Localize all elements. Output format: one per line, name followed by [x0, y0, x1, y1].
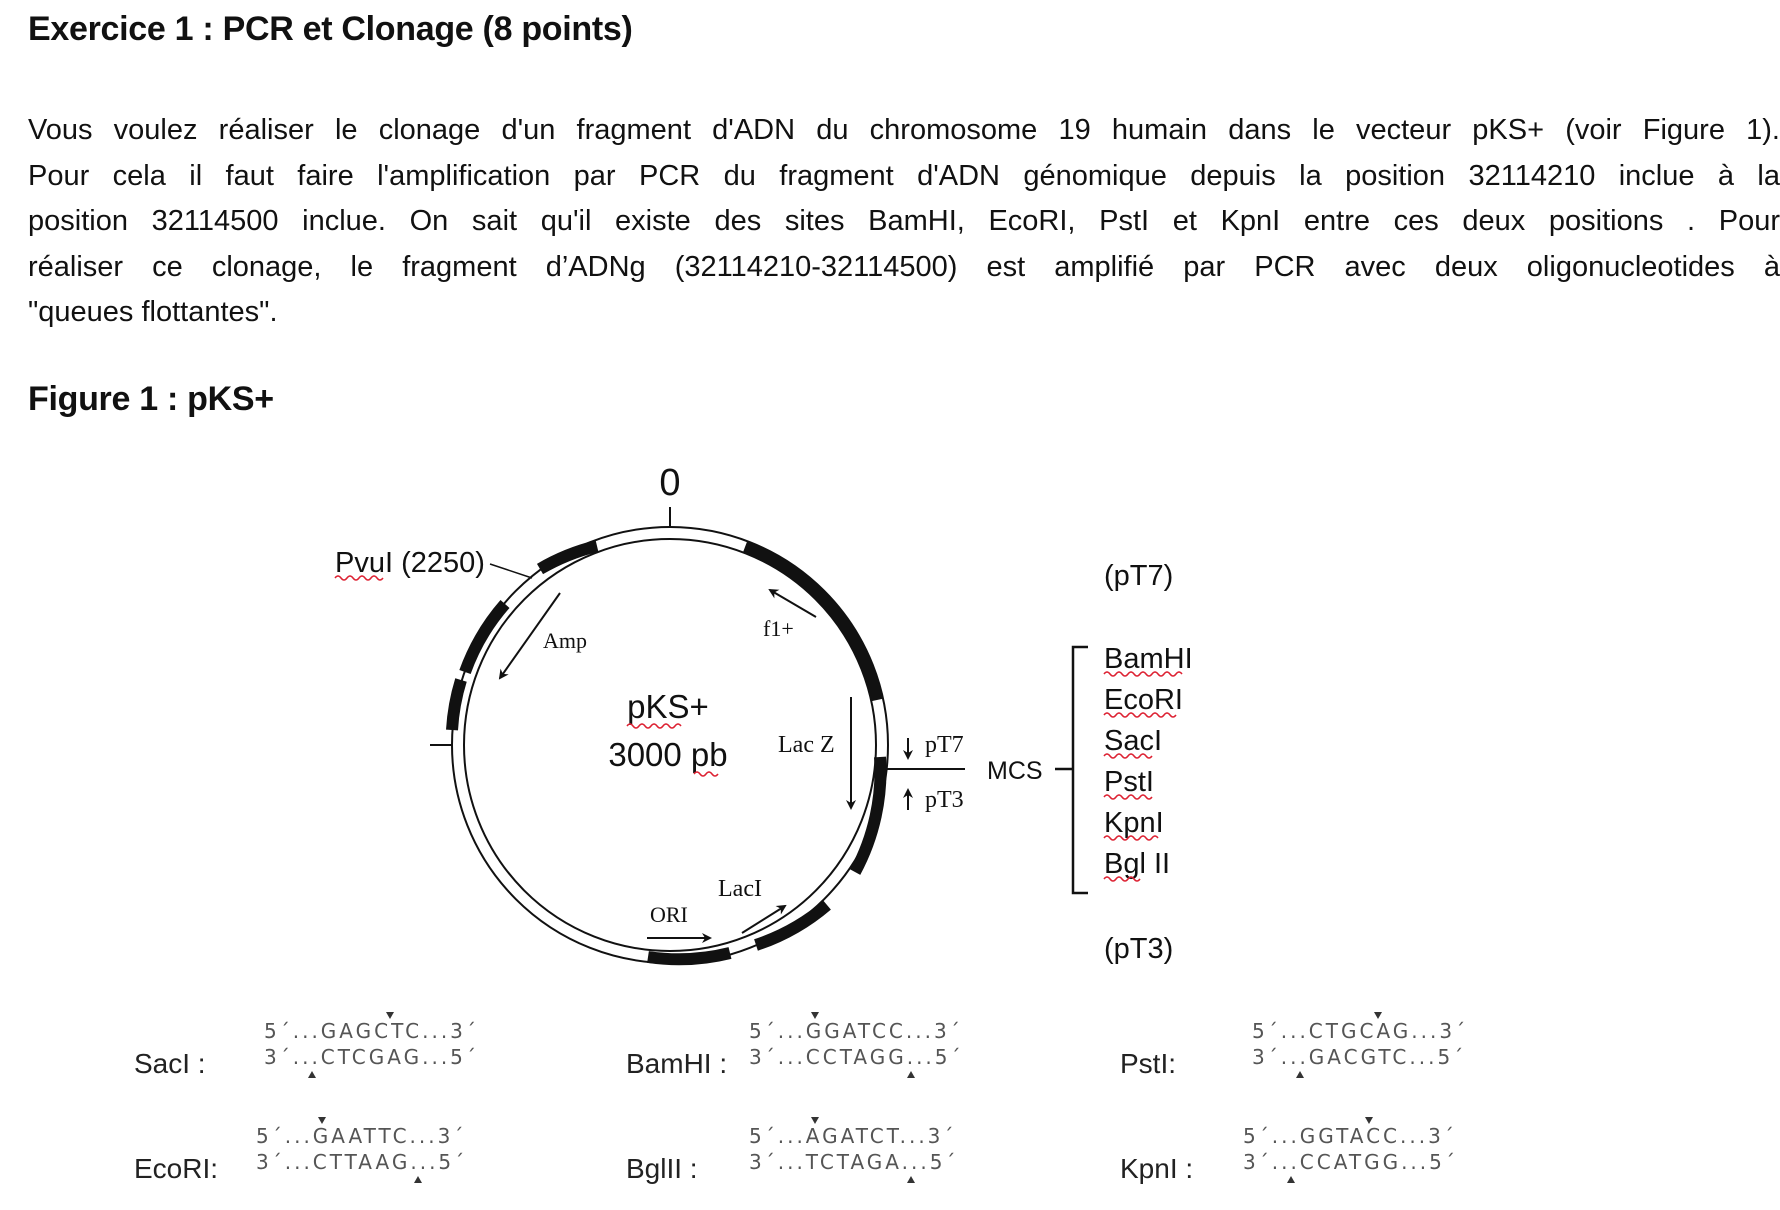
- paragraph-line: position 32114500 inclue. On sait qu'il existe des sites BamHI, EcoRI, PstI et KpnI entre ces deux positions . Pour: [28, 205, 1780, 237]
- spellcheck-underlines: [335, 576, 1182, 881]
- pvui-label: PvuI (2250): [335, 547, 485, 579]
- enzyme-name-bamhi: BamHI :: [626, 1048, 728, 1079]
- pvui-leader: [490, 564, 532, 578]
- mcs-site-bglii: Bgl II: [1104, 848, 1171, 880]
- enzyme-seq-bottom-saci: 3´...CTCGAG...5´: [264, 1045, 479, 1069]
- segment-amp-2: [452, 680, 461, 730]
- f1-label: f1+: [763, 616, 794, 641]
- segment-lacz-lower: [855, 757, 880, 872]
- mcs-bottom-label: (pT3): [1104, 933, 1174, 965]
- segment-amp: [465, 604, 505, 672]
- enzyme-seq-top-bglii: 5´...AGATCT...3´: [749, 1124, 957, 1148]
- pt3-label: pT3: [925, 787, 964, 813]
- enzyme-seq-top-kpni: 5´...GGTACC...3´: [1243, 1124, 1457, 1148]
- mcs-site-saci: SacI: [1104, 725, 1163, 757]
- enzyme-name-kpni: KpnI :: [1120, 1153, 1194, 1184]
- enzyme-name-bglii: BglII :: [626, 1153, 698, 1184]
- enzyme-name-ecori: EcoRI:: [134, 1153, 219, 1184]
- exercise-title: Exercice 1 : PCR et Clonage (8 points): [28, 10, 633, 48]
- amp-label: Amp: [543, 628, 587, 653]
- paragraph-line: Pour cela il faut faire l'amplification par PCR du fragment d'ADN génomique depuis la position 32114210 inclue à la: [28, 159, 1780, 192]
- paragraph-line: "queues flottantes".: [28, 296, 278, 328]
- enzyme-seq-bottom-ecori: 3´...CTTAAG...5´: [256, 1150, 468, 1174]
- lacz-label: Lac Z: [778, 732, 835, 758]
- paragraph-line: réaliser ce clonage, le fragment d’ADNg (32114210-32114500) est amplifié par PCR avec deux oligonucleotides à: [28, 250, 1780, 283]
- paragraph-line: Vous voulez réaliser le clonage d'un fragment d'ADN du chromosome 19 humain dans le vecteur pKS+ (voir Figure 1).: [28, 114, 1780, 146]
- enzyme-name-saci: SacI :: [134, 1048, 206, 1079]
- mcs-site-psti: PstI: [1104, 766, 1154, 798]
- segment-ori: [648, 953, 730, 959]
- laci-label: LacI: [718, 876, 762, 902]
- enzyme-seq-top-psti: 5´...CTGCAG...3´: [1252, 1019, 1469, 1043]
- plasmid-size: 3000 pb: [608, 736, 728, 773]
- plasmid-name: pKS+: [627, 688, 709, 725]
- enzyme-name-psti: PstI:: [1120, 1048, 1177, 1079]
- mcs-site-ecori: EcoRI: [1104, 684, 1183, 716]
- mcs-top-label: (pT7): [1104, 560, 1174, 592]
- enzyme-seq-bottom-bamhi: 3´...CCTAGG...5´: [749, 1045, 964, 1069]
- enzyme-seq-bottom-kpni: 3´...CCATGG...5´: [1243, 1150, 1458, 1174]
- mcs-bracket: [1073, 647, 1088, 893]
- mcs-site-bamhi: BamHI: [1104, 643, 1193, 675]
- enzyme-seq-top-ecori: 5´...GAATTC...3´: [256, 1124, 467, 1148]
- zero-label: 0: [659, 462, 681, 504]
- ori-label: ORI: [650, 902, 688, 927]
- enzyme-seq-top-saci: 5´...GAGCTC...3´: [264, 1019, 479, 1043]
- enzyme-seq-bottom-bglii: 3´...TCTAGA...5´: [749, 1150, 959, 1174]
- mcs-label: MCS: [987, 757, 1043, 785]
- pt7-label: pT7: [925, 732, 964, 758]
- figure-caption: Figure 1 : pKS+: [28, 380, 274, 418]
- enzyme-seq-top-bamhi: 5´...GGATCC...3´: [749, 1019, 963, 1043]
- enzyme-seq-bottom-psti: 3´...GACGTC...5´: [1252, 1045, 1467, 1069]
- mcs-site-kpni: KpnI: [1104, 807, 1164, 839]
